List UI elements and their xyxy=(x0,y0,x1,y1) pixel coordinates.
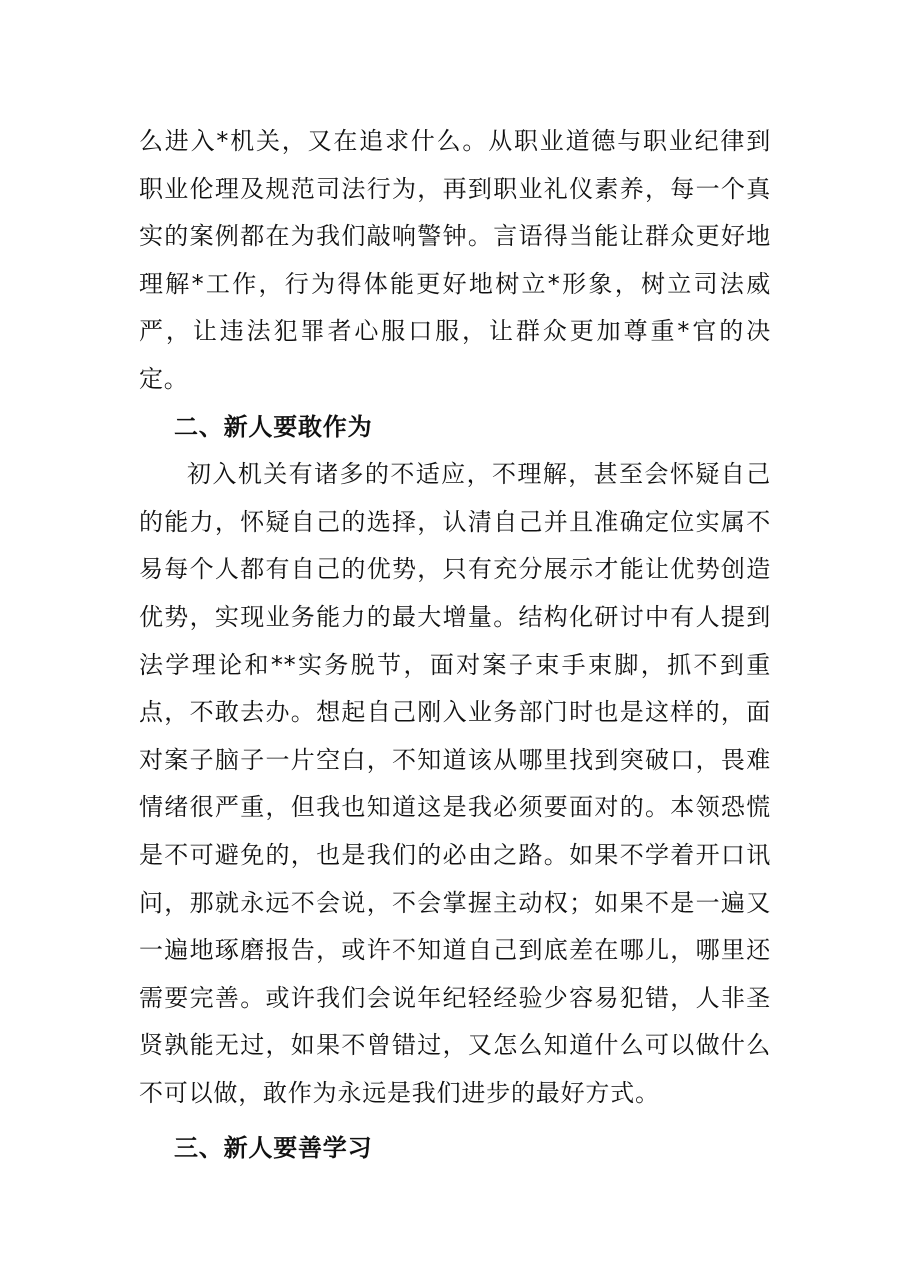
paragraph-section-2: 初入机关有诸多的不适应，不理解，甚至会怀疑自己的能力，怀疑自己的选择，认清自己并且准确定位实属不易每个人都有自己的优势，只有充分展示才能让优势创造优势，实现业务能力的最大增量。结构化研讨中有人提到法学理论和**实务脱节，面对案子束手束脚，抓不到重点，不敢去办。想起自己刚入业务部门时也是这样的，面对案子脑子一片空白，不知道该从哪里找到突破口，畏难情绪很严重，但我也知道这是我必须要面对的。本领恐慌是不可避免的，也是我们的必由之路。如果不学着开口讯问，那就永远不会说，不会掌握主动权；如果不是一遍又一遍地琢磨报告，或许不知道自己到底差在哪儿，哪里还需要完善。或许我们会说年纪轻经验少容易犯错，人非圣贤孰能无过，如果不曾错过，又怎么知道什么可以做什么不可以做，敢作为永远是我们进步的最好方式。 xyxy=(139,460,771,1107)
document-body xyxy=(139,118,771,1173)
section-heading-3: 三、新人要善学习 xyxy=(174,1134,373,1163)
paragraph-continued: 么进入*机关，又在追求什么。从职业道德与职业纪律到职业伦理及规范司法行为，再到职业礼仪素养，每一个真实的案例都在为我们敲响警钟。言语得当能让群众更好地理解*工作，行为得体能更好地树立*形象，树立司法威严，让违法犯罪者心服口服，让群众更加尊重*官的决定。 xyxy=(139,127,771,393)
section-heading-2: 二、新人要敢作为 xyxy=(174,412,373,441)
